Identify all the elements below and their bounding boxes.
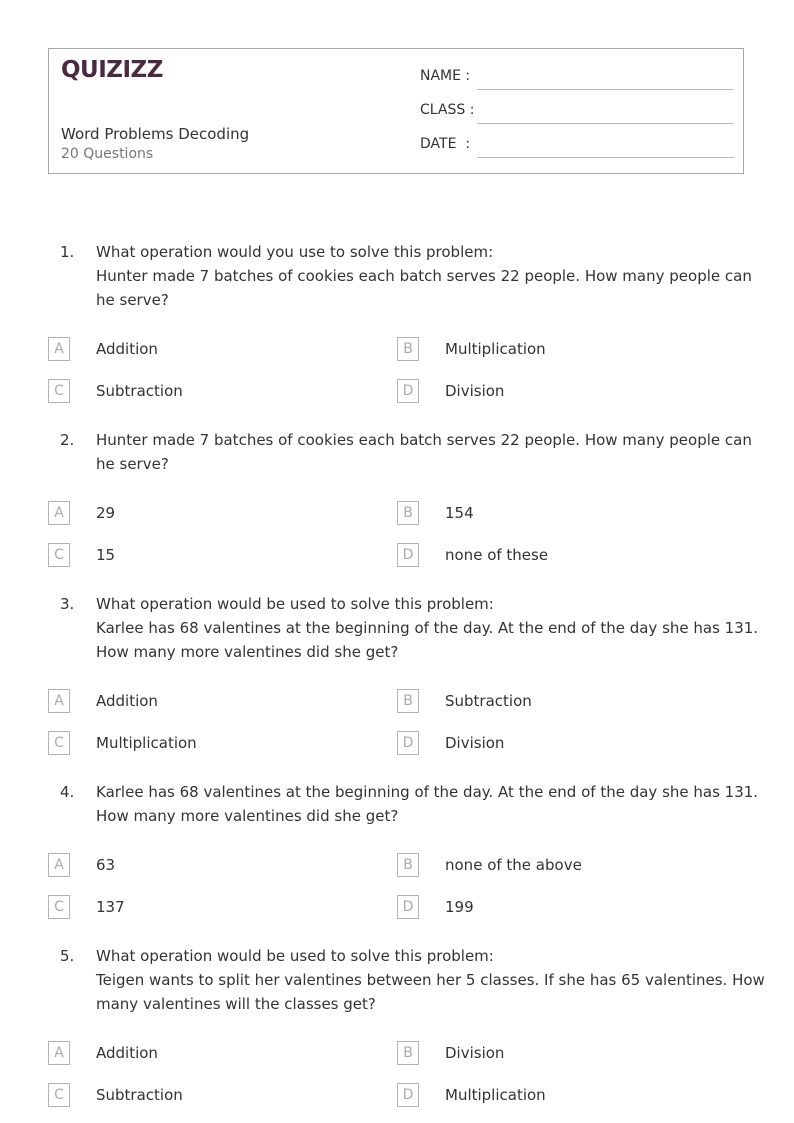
question-number: 2. xyxy=(60,431,75,449)
option-text: 199 xyxy=(445,898,474,916)
option-text: Addition xyxy=(96,692,158,710)
question-text xyxy=(96,592,759,664)
option-text: Addition xyxy=(96,1044,158,1062)
class-label: CLASS : xyxy=(420,102,475,118)
option-text: Division xyxy=(445,382,505,400)
option-text: 154 xyxy=(445,504,474,522)
question-count: 20 Questions xyxy=(61,146,154,162)
class-line[interactable] xyxy=(477,123,734,124)
option-letter-box[interactable]: B xyxy=(397,501,419,525)
name-field[interactable] xyxy=(420,68,734,92)
question-line: Hunter made 7 batches of cookies each batch serves 22 people. How many people can xyxy=(96,267,752,285)
question-line: What operation would be used to solve this problem: xyxy=(96,595,494,613)
question-line: he serve? xyxy=(96,455,169,473)
question-text xyxy=(96,240,752,312)
question-line: How many more valentines did she get? xyxy=(96,643,399,661)
date-field[interactable] xyxy=(420,136,734,160)
option-letter-box[interactable]: D xyxy=(397,379,419,403)
question-text xyxy=(96,780,759,828)
date-line[interactable] xyxy=(477,157,734,158)
option-letter-box[interactable]: A xyxy=(48,853,70,877)
date-label: DATE : xyxy=(420,136,471,152)
option-letter-box[interactable]: D xyxy=(397,1083,419,1107)
question-line: he serve? xyxy=(96,291,169,309)
option-letter-box[interactable]: B xyxy=(397,1041,419,1065)
option-text: 29 xyxy=(96,504,116,522)
question-number: 3. xyxy=(60,595,75,613)
option-text: none of these xyxy=(445,546,549,564)
question-line: How many more valentines did she get? xyxy=(96,807,399,825)
option-letter-box[interactable]: D xyxy=(397,543,419,567)
question-line: Hunter made 7 batches of cookies each batch serves 22 people. How many people can xyxy=(96,431,752,449)
question-line: What operation would be used to solve this problem: xyxy=(96,947,494,965)
question-line: Karlee has 68 valentines at the beginning of the day. At the end of the day she has 131. xyxy=(96,783,759,801)
name-label: NAME : xyxy=(420,68,471,84)
option-text: Multiplication xyxy=(96,734,197,752)
quizizz-logo: QUIZIZZ xyxy=(61,57,163,83)
option-text: 137 xyxy=(96,898,125,916)
option-letter-box[interactable]: C xyxy=(48,379,70,403)
option-text: Addition xyxy=(96,340,158,358)
question-line: What operation would you use to solve this problem: xyxy=(96,243,494,261)
worksheet-header xyxy=(48,48,744,174)
option-text: Division xyxy=(445,734,505,752)
option-letter-box[interactable]: C xyxy=(48,895,70,919)
option-text: Subtraction xyxy=(445,692,532,710)
option-text: Multiplication xyxy=(445,340,546,358)
question-number: 1. xyxy=(60,243,75,261)
class-field[interactable] xyxy=(420,102,734,126)
option-letter-box[interactable]: C xyxy=(48,731,70,755)
question-line: Teigen wants to split her valentines between her 5 classes. If she has 65 valentines. How xyxy=(96,971,765,989)
option-letter-box[interactable]: B xyxy=(397,853,419,877)
question-text xyxy=(96,944,765,1016)
option-letter-box[interactable]: B xyxy=(397,337,419,361)
option-text: 15 xyxy=(96,546,116,564)
question-text xyxy=(96,428,752,476)
option-letter-box[interactable]: A xyxy=(48,1041,70,1065)
question-number: 5. xyxy=(60,947,75,965)
name-line[interactable] xyxy=(477,89,734,90)
option-text: 63 xyxy=(96,856,116,874)
option-letter-box[interactable]: A xyxy=(48,501,70,525)
option-letter-box[interactable]: D xyxy=(397,895,419,919)
option-text: none of the above xyxy=(445,856,582,874)
option-letter-box[interactable]: A xyxy=(48,337,70,361)
option-text: Multiplication xyxy=(445,1086,546,1104)
question-line: many valentines will the classes get? xyxy=(96,995,376,1013)
option-letter-box[interactable]: B xyxy=(397,689,419,713)
option-letter-box[interactable]: C xyxy=(48,1083,70,1107)
question-number: 4. xyxy=(60,783,75,801)
option-text: Division xyxy=(445,1044,505,1062)
option-text: Subtraction xyxy=(96,382,183,400)
option-letter-box[interactable]: C xyxy=(48,543,70,567)
option-text: Subtraction xyxy=(96,1086,183,1104)
worksheet-title: Word Problems Decoding xyxy=(61,125,250,143)
option-letter-box[interactable]: D xyxy=(397,731,419,755)
question-line: Karlee has 68 valentines at the beginning of the day. At the end of the day she has 131. xyxy=(96,619,759,637)
option-letter-box[interactable]: A xyxy=(48,689,70,713)
